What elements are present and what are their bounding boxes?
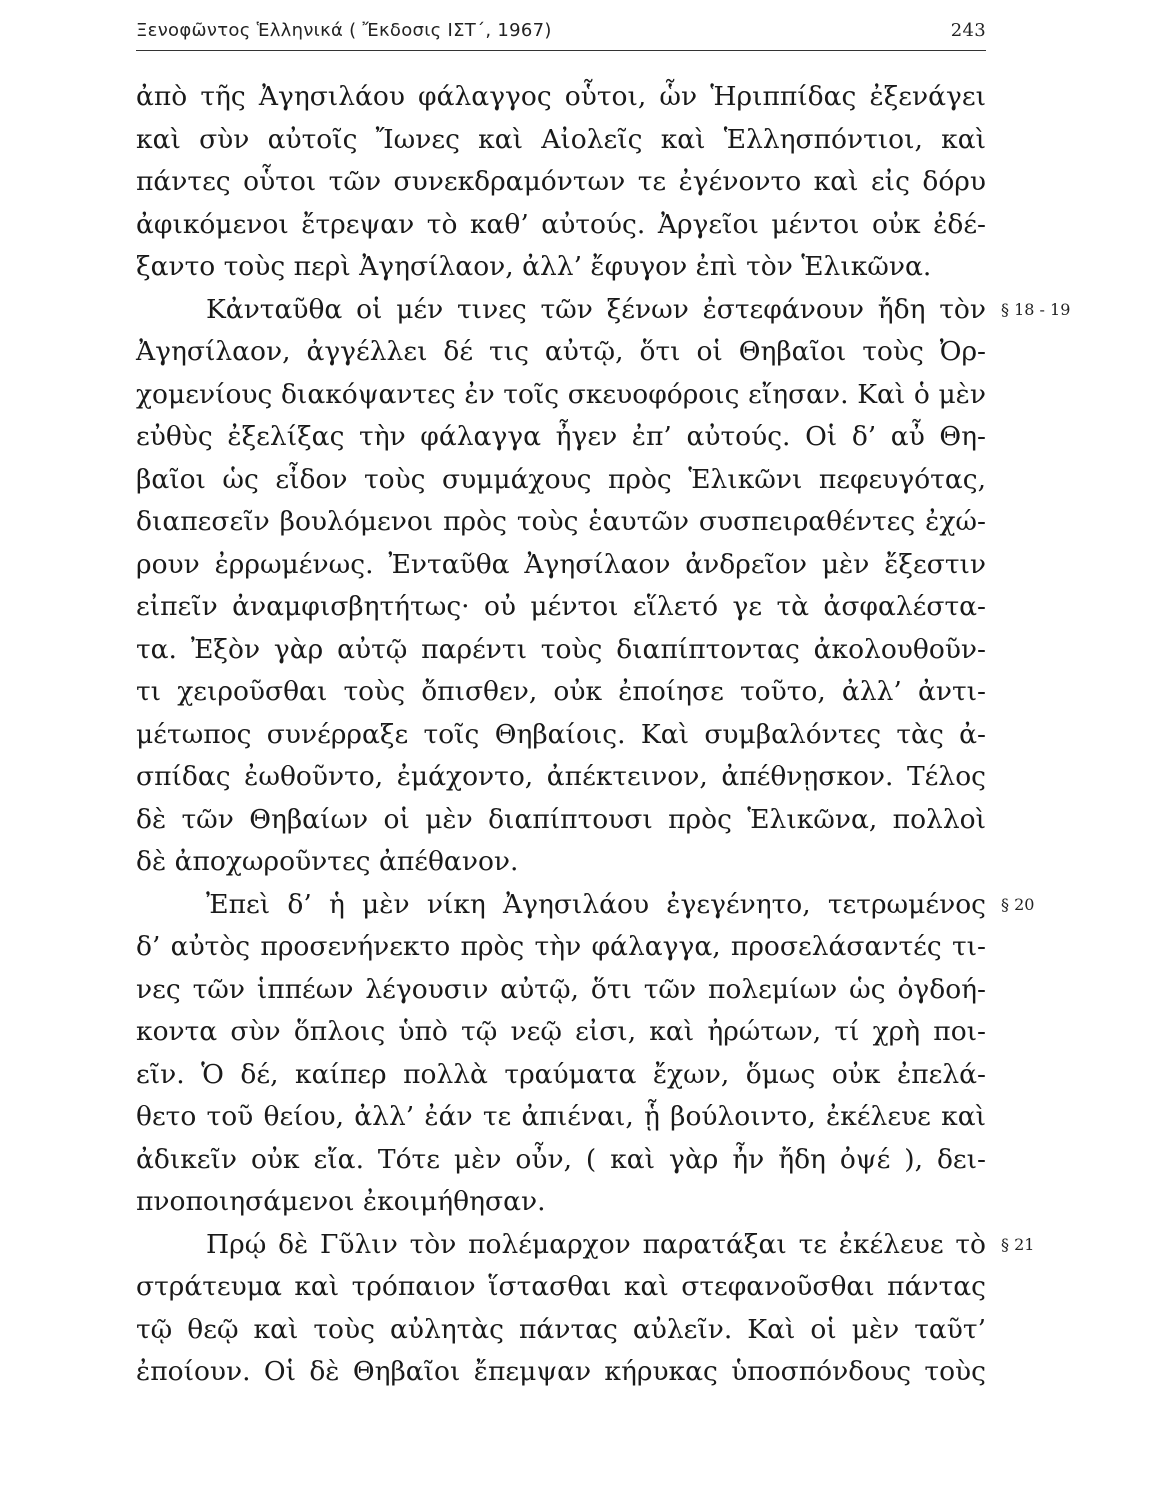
text-line: τῷ θεῷ καὶ τοὺς αὐλητὰς πάντας αὐλεῖν. Καὶ οἱ μὲν ταῦτ’ — [136, 1313, 986, 1345]
text-line: τι χειροῦσθαι τοὺς ὄπισθεν, οὐκ ἐποίησε τοῦτο, ἀλλ’ ἀντι- — [136, 676, 986, 707]
line-text: Ἐπεὶ δ’ ἡ μὲν νίκη Ἀγησιλάου ἐγεγένητο, τετρωμένος — [206, 888, 986, 920]
paragraph — [136, 289, 1071, 884]
text-line: μέτωπος συνέρραξε τοῖς Θηβαίοις. Καὶ συμβαλόντες τὰς ἀ- — [136, 718, 986, 750]
text-line: στράτευμα καὶ τρόπαιον ἵστασθαι καὶ στεφανοῦσθαι πάντας — [136, 1271, 986, 1302]
line-text: Πρῴ δὲ Γῦλιν τὸν πολέμαρχον παρατάξαι τε ἐκέλευε τὸ — [206, 1228, 986, 1260]
text-line: δὲ τῶν Θηβαίων οἱ μὲν διαπίπτουσι πρὸς Ἑλικῶνα, πολλοὶ — [136, 803, 986, 835]
text-line: διαπεσεῖν βουλόμενοι πρὸς τοὺς ἑαυτῶν συσπειραθέντες ἐχώ- — [136, 506, 986, 537]
text-line: δ’ αὐτὸς προσενήνεκτο πρὸς τὴν φάλαγγα, προσελάσαντές τι- — [136, 931, 986, 962]
text-line: ἀπὸ τῆς Ἀγησιλάου φάλαγγος οὗτοι, ὧν Ἡριππίδας ἐξενάγει — [136, 81, 986, 112]
text-line: θετο τοῦ θείου, ἀλλ’ ἐάν τε ἀπιέναι, ᾗ βούλοιντο, ἐκέλευε καὶ — [136, 1101, 986, 1132]
line-text: Κἀνταῦθα οἱ μέν τινες τῶν ξένων ἐστεφάνουν ἤδη τὸν — [206, 293, 986, 325]
text-line — [136, 289, 1071, 332]
running-header — [136, 18, 986, 51]
text-line: εῖν. Ὁ δέ, καίπερ πολλὰ τραύματα ἔχων, ὅμως οὐκ ἐπελά- — [136, 1058, 986, 1090]
paragraph — [136, 1224, 1035, 1394]
section-marker: § 21 — [1001, 1234, 1035, 1254]
page-number: 243 — [950, 20, 986, 41]
text-line: κοντα σὺν ὅπλοις ὑπὸ τῷ νεῷ εἰσι, καὶ ἠρώτων, τί χρὴ ποι- — [136, 1016, 986, 1047]
section-marker: § 20 — [1001, 894, 1035, 914]
body-text — [136, 76, 1071, 1394]
text-line — [136, 884, 1035, 927]
book-title: Ξενοφῶντος Ἑλληνικά ( Ἔκδοσις ΙΣΤ΄, 1967) — [136, 20, 552, 41]
text-line: ρουν ἐρρωμένως. Ἐνταῦθα Ἀγησίλαον ἀνδρεῖον μὲν ἔξεστιν — [136, 548, 986, 580]
text-line: ἀδικεῖν οὐκ εἴα. Τότε μὲν οὖν, ( καὶ γὰρ ἦν ἤδη ὀψέ ), δει- — [136, 1143, 986, 1175]
text-line: τα. Ἐξὸν γὰρ αὐτῷ παρέντι τοὺς διαπίπτοντας ἀκολουθοῦν- — [136, 633, 986, 665]
text-line: δὲ ἀποχωροῦντες ἀπέθανον. — [136, 846, 519, 877]
text-line: εἰπεῖν ἀναμφισβητήτως· οὐ μέντοι εἵλετό γε τὰ ἀσφαλέστα- — [136, 591, 986, 622]
section-marker: § 18 - 19 — [1001, 299, 1071, 319]
text-line: νες τῶν ἱππέων λέγουσιν αὐτῷ, ὅτι τῶν πολεμίων ὡς ὀγδοή- — [136, 973, 986, 1005]
text-line: σπίδας ἐωθοῦντο, ἐμάχοντο, ἀπέκτεινον, ἀπέθνῃσκον. Τέλος — [136, 761, 986, 792]
text-line: Ἀγησίλαον, ἀγγέλλει δέ τις αὐτῷ, ὅτι οἱ Θηβαῖοι τοὺς Ὀρ- — [136, 336, 986, 367]
text-line: χομενίους διακόψαντες ἐν τοῖς σκευοφόροις εἴησαν. Καὶ ὁ μὲν — [136, 378, 986, 410]
text-line: εὐθὺς ἐξελίξας τὴν φάλαγγα ἦγεν ἐπ’ αὐτούς. Οἱ δ’ αὖ Θη- — [136, 421, 986, 452]
text-line: καὶ σὺν αὐτοῖς Ἴωνες καὶ Αἰολεῖς καὶ Ἑλλησπόντιοι, καὶ — [136, 123, 986, 155]
text-line — [136, 1224, 1035, 1267]
text-line: ξαντο τοὺς περὶ Ἀγησίλαον, ἀλλ’ ἔφυγον ἐπὶ τὸν Ἑλικῶνα. — [136, 251, 932, 282]
paragraph — [136, 884, 1035, 1224]
text-line: πνοποιησάμενοι ἐκοιμήθησαν. — [136, 1186, 546, 1217]
text-line: πάντες οὗτοι τῶν συνεκδραμόντων τε ἐγένοντο καὶ εἰς δόρυ — [136, 166, 986, 197]
text-line: ἀφικόμενοι ἔτρεψαν τὸ καθ’ αὐτούς. Ἀργεῖοι μέντοι οὐκ ἐδέ- — [136, 208, 986, 240]
text-line: βαῖοι ὡς εἶδον τοὺς συμμάχους πρὸς Ἑλικῶνι πεφευγότας, — [136, 463, 986, 495]
paragraph — [136, 76, 986, 289]
text-line: ἐποίουν. Οἱ δὲ Θηβαῖοι ἔπεμψαν κήρυκας ὑποσπόνδους τοὺς — [136, 1356, 986, 1387]
